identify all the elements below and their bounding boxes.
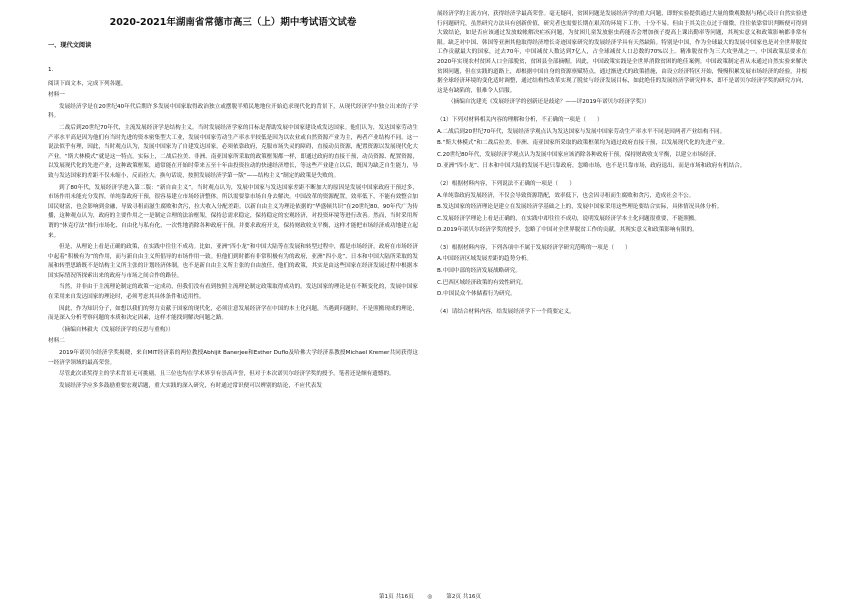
paragraph: 当然，并非由于主流理论制定的政策一定成功，但我们没有看到按照主流理论制定政策取得成功的。发达国家的理论是在不断变化的，发展中国家在采用来自发达国家的理论时，必须考虑其具体条件和适用性。 <box>48 284 418 301</box>
question-stem: （3）根据材料内容，下列各项中不属于发展经济学研究范畴的一项是（ ） <box>437 244 631 251</box>
paragraph: 2019年诺贝尔经济学奖揭晓，来自MIT经济系的两位教授Abhijit Banerjee和Esther Duflo及哈佛大学经济系教授Michael Kremer共同获得这一经济学领域的最高荣誉。 <box>48 350 418 366</box>
document-title: 2020-2021年湖南省常德市高三（上）期中考试语文试卷 <box>109 17 357 28</box>
page-number-right: 第2页 共16页 <box>446 594 482 600</box>
answer-option: D.2019年诺贝尔经济学奖的授予，忽略了中国对全世界脱贫工作的贡献，其现实意义和政策影响有限的。 <box>437 227 698 234</box>
answer-option: A.中国经济区域发展差距的趋势分析。 <box>437 256 533 263</box>
left-column <box>48 60 418 393</box>
paragraph: 但是，从理论上看是正确的政策，在实践中往往不成功。比如，亚洲“四小龙”和中国大陆等在发展和转型过程中，都是市场经济，政府在市场经济中起着“积极有为”的作用，而与新自由主义所倡导的市场作用一致。但他们到时都有非常积极有为的政府，亚洲“四小龙”、日本和中国大陆所采取的发展和转型思路既不是结构主义所主张的计划经济体制，也不是新自由主义所主张的自由放任，他们的政策，其实是由这些国家在经济发展过程中根据本国实际情况所探索出来的政府与市场之间合作的路径。 <box>48 244 418 279</box>
paragraph: 因此，作为知识分子，如想以我们的努力贡献于国家的现代化，必须注意发展经济学在中国的本土化问题，当遇到问题时，不是照搬现成的理论，而是深入分析考察问题的本质和决定因素，这样才能找到解决问题之路。 <box>48 305 418 322</box>
page-number-left: 第1页 共16页 <box>378 594 414 600</box>
paragraph: 发展经济学应多多鼓励重要宏观话题，重大实践的深入研究，有时通过常识便可以辨别的结论，不应代表发 <box>59 382 322 389</box>
question-stem: （4）请结合材料内容，给发展经济学下一个简要定义。 <box>437 308 575 315</box>
material-label: 材料二 <box>48 338 65 345</box>
question-number: 1. <box>48 67 54 73</box>
question-stem: （1）下列对材料相关内容的理解和分析，不正确的一项是（ ） <box>437 116 603 123</box>
source-citation: （摘编自林毅夫《发展经济学的反思与重构》） <box>59 326 174 333</box>
question-block <box>437 308 807 318</box>
answer-option: C.发展经济学理论上看是正确的，在实践中却往往不成功，说明发展经济学本土化问题很重要，不能照搬。 <box>437 215 700 222</box>
footer-separator-icon: ◎ <box>427 594 433 600</box>
answer-option: B.发达国家的经济理论是建立在发展经济学基础之上的，发展中国家采用这些理论要结合实际，具体情况具体分析。 <box>437 204 723 211</box>
answer-option: C.巴西区域经济政策的有效性研究。 <box>437 279 527 286</box>
paragraph: 到了80年代，发展经济学进入第二版：“新自由主义”。当时观点认为，发展中国家与发达国家差距不断加大的原因是发展中国家政府干预过多，市场作用未能充分发挥，单纯靠政府干预，很容易建立市场经济整体，所以需要靠市场自身去解决。中国改革的资源配置，效率低下，不能有效整合加国民财富，也会影响到金融，导致寻租而滋生腐败和贪污，拉大收入分配差距。以新自由主义为理论依据的“华盛顿共识”在20世纪80、90年代广为传播，这种观点认为，政府的主要作用之一是制定合理的法治框架，保持总需求稳定，保持稳定的宏观经济，对投资环境等进行改善。然而，当时采用所谓的“休克疗法”推行市场化、自由化与私有化，一次性地消除各种政府干预，并要求政府开支，保持财政收支平衡，这样才能把市场经济成功地建立起来。 <box>48 184 418 239</box>
question-block <box>437 180 807 236</box>
answer-option: B.中国中部的经济发展战略研究。 <box>437 268 521 275</box>
right-column <box>437 10 807 319</box>
question-stem: （2）根据材料内容，下列说法不正确的一项是（ ） <box>437 180 575 187</box>
paragraph: 展经济学的主流方向，获得经济学最高荣誉。毫无疑问，贫困问题是发展经济学的重大问题，即野实验提供通过大量的微观数据与精心设计自然实验进行问题研究，虽然研究方法具有创新价值，研究者也需要长期在艰苦的环境下工作，十分不易。但由于其关注点过于细微，往往依靠常识判断便可得到大致结论，如是否应该通过发放蚊帐解决疟疾问题，为贫困儿童发放驱虫药能否会增加孩子提高上课出勤率等问题，其现实意义和政策影响都非常有限。缺乏对中国、韩国等亚洲其他取得经济增长奇迹国家研究的发展经济学具有天然缺陷。特别是中国，作为全球最大的发展中国家也是对全世界脱贫工作贡献最大的国家，过去70年，中国减贫人数达到7亿人，占全球减贫人口总数的70%以上。精准脱贫作为三大攻坚战之一，中国政策层要求在2020年实现农村贫困人口全部脱贫，贫困县全部摘帽。因此，中国政策实践是全世界消除贫困的绝佳案例。中国政策制定者从未通过自然实验来解决贫困问题，但在实践的道路上，却根据中国自身的资源禀赋特点，通过渐进式的政策措施，由设立经济特区开始，慢慢积累发展市场经济的经验，并根据全球经济环境的变化适时调整，通过结构性改革实现了脱贫与经济发展目标，如此绝佳的发展经济学研究样本，即不是诺贝尔经济学奖的研究方向，这是有缺陷的，很难令人信服。 <box>437 11 807 94</box>
reading-instruction: 阅读下面文本，完成下列各题。 <box>48 80 127 87</box>
paragraph: 二战后到20世纪70年代，主流发展经济学是结构主义。当时发展经济学家的目标是帮助发展中国家建设成发达国家。他们认为，发达国家劳动生产率水平高是因为他们有当时先进的资本密集型大工业，发展中国家劳动生产率水平较低是因为以农业或自然资源产业为主，两者产业结构不同。这一说法似乎有理，因此，当时观点认为，发展中国家为了自建发达国家，必须依靠政府，克服市场失灵的障碍，直接动员资源，配置资源以发展现代化大产业。“斯大林模式”就是这一特点。实际上，二战后拉美、非洲、南亚国家所采取的政策框架都一样，即通过政府的直接干预，动员资源、配置资源，以发展现代化的先进产业，这种政策框架，通常能在开始时带来五至十年由投资拉动的快速经济增长，等这些产业建立以后，既因为缺乏自生能力，导致与发达国家的差距不仅未缩小，反而拉大。换句话说，按照发展经济学第一版“——结构主义”制定的政策是失败的。 <box>48 124 418 179</box>
answer-option: A.二战后到20世纪70年代，发展经济学观点认为发达国家与发展中国家劳动生产率水平不同是因两者产业结构不同。 <box>437 128 726 135</box>
answer-option: D.亚洲“四小龙”、日本和中国大陆的发展不是只靠政府，忽略市场，也不是只靠市场，政府退出，而是市场和政府有机结合。 <box>437 163 746 170</box>
answer-option: A.单纯靠政府发展经济，不仅会导致资源错配，效率低下，也会因寻租而生腐败和贪污，造成社会不公。 <box>437 192 695 199</box>
paragraph: 尽管此次诺奖得主的学术背景无可挑剔，且三位也均在学术界享有崇高声誉，但对于本次诺贝尔经济学奖的授予，笔者还是颇有遗憾的。 <box>59 371 395 378</box>
question-block <box>437 116 807 172</box>
page-footer <box>0 592 860 600</box>
material-label: 材料一 <box>48 92 65 99</box>
answer-option: D.中国民众个体储蓄行为研究。 <box>437 291 516 298</box>
paragraph: 发展经济学是在20世纪40年代后期许多发展中国家取得政治独立或摆脱半殖民地地位开始追求现代化的背景下，从现代经济学中独立出来的子学科。 <box>48 103 418 120</box>
question-block <box>437 244 807 300</box>
answer-option: B.“斯大林模式”和二战后拉美、非洲、南亚国家所采取的政策框架均为通过政府直接干预，以发展现代化的先进产业。 <box>437 140 729 147</box>
answer-option: C.20世纪80年代，发展经济学观点认为发展中国家应该消除各种政府干预，保持财政收支平衡，以建立市场经济。 <box>437 151 720 158</box>
section-heading: 一、现代文阅读 <box>48 42 92 49</box>
source-citation: （摘编自沈建光《发展经济学的创新还是歧途？——评2019年诺贝尔经济学奖》） <box>448 99 650 106</box>
